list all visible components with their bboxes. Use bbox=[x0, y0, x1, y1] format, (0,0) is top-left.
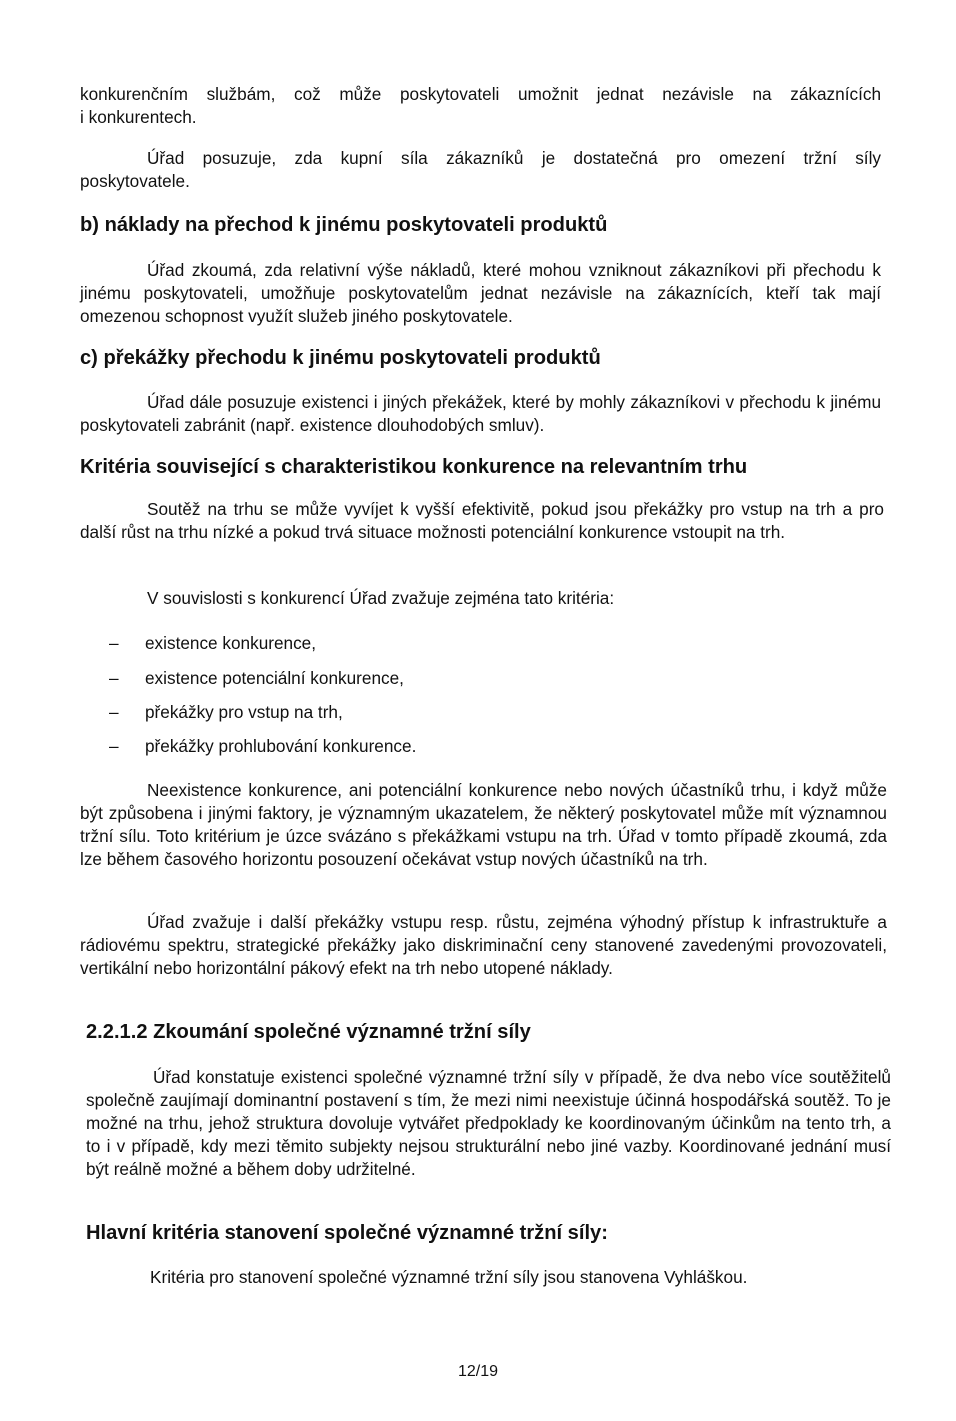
list-item bbox=[109, 632, 317, 655]
page-number: 12/19 bbox=[457, 1363, 499, 1380]
competition-criteria-paragraph-1: Soutěž na trhu se může vyvíjet k vyšší efektivitě, pokud jsou překážky pro vstup na trh a pro další růst na trhu nízké a pokud trvá situace možnosti potenciální konkurence vstoupit na trh. bbox=[80, 499, 884, 542]
competition-criteria-heading: Kritéria související s charakteristikou konkurence na relevantním trhu bbox=[80, 456, 748, 478]
list-dash: – bbox=[109, 633, 119, 653]
competition-criteria-paragraph-4: Úřad zvažuje i další překážky vstupu resp. růstu, zejména výhodný přístup k infrastruktuře a rádiovému spektru, strategické překážky jako diskriminační ceny stanovené zavedenými provozovateli, vertikální nebo horizontální pákový efekt na trh nebo utopené náklady. bbox=[80, 912, 887, 978]
list-dash: – bbox=[109, 702, 119, 722]
competition-criteria-paragraph-3: Neexistence konkurence, ani potenciální konkurence nebo nových účastníků trhu, i když může být způsobena i jinými faktory, je významným ukazatelem, že některý poskytovatel může mít významnou tržní sílu. Toto kritérium je úzce svázáno s překážkami vstupu na trh. Úřad v tomto případě zkoumá, zda lze během časového horizontu posouzení očekávat vstup nových účastníků na trh. bbox=[80, 780, 887, 869]
main-criteria-heading: Hlavní kritéria stanovení společné významné tržní síly: bbox=[86, 1222, 608, 1244]
section-c-heading: c) překážky přechodu k jinému poskytovateli produktů bbox=[80, 347, 601, 369]
list-item bbox=[109, 701, 343, 724]
list-item-text: překážky prohlubování konkurence. bbox=[145, 736, 417, 756]
buyer-power-line-1: Úřad posuzuje, zda kupní síla zákazníků je dostatečná pro omezení tržní síly bbox=[147, 148, 881, 168]
section-c-paragraph: Úřad dále posuzuje existenci i jiných překážek, které by mohly zákazníkovi v přechodu k jinému poskytovateli zabránit (např. existence dlouhodobých smluv). bbox=[80, 392, 881, 435]
competition-criteria-paragraph-2: V souvislosti s konkurencí Úřad zvažuje zejména tato kritéria: bbox=[147, 588, 615, 608]
intro-line-1: konkurenčním službám, což může poskytovateli umožnit jednat nezávisle na zákaznících bbox=[80, 84, 881, 104]
main-criteria-paragraph: Kritéria pro stanovení společné významné tržní síly jsou stanovena Vyhláškou. bbox=[150, 1267, 748, 1287]
list-item bbox=[109, 735, 417, 758]
list-item-text: existence potenciální konkurence, bbox=[145, 668, 404, 688]
section-2212-heading: 2.2.1.2 Zkoumání společné významné tržní síly bbox=[86, 1021, 531, 1043]
section-2212-paragraph: Úřad konstatuje existenci společné významné tržní síly v případě, že dva nebo více soutěžitelů společně zaujímají dominantní postavení s tím, že mezi nimi neexistuje účinná hospodářská soutěž. To je možné na trhu, jehož struktura dovoluje vytvářet předpoklady ke koordinovaným účinkům na tento trh, a to i v případě, kdy mezi těmito subjekty nejsou strukturální nebo jiné vazby. Koordinované jednání musí být reálně možné a během doby udržitelné. bbox=[86, 1067, 891, 1179]
list-item-text: překážky pro vstup na trh, bbox=[145, 702, 343, 722]
intro-line-2: i konkurentech. bbox=[80, 107, 197, 127]
list-dash: – bbox=[109, 736, 119, 756]
list-item-text: existence konkurence, bbox=[145, 633, 317, 653]
list-item bbox=[109, 667, 404, 690]
section-b-heading: b) náklady na přechod k jinému poskytovateli produktů bbox=[80, 214, 608, 236]
list-dash: – bbox=[109, 668, 119, 688]
section-b-paragraph: Úřad zkoumá, zda relativní výše nákladů, které mohou vzniknout zákazníkovi při přechodu k jinému poskytovateli, umožňuje poskytovatelům jednat nezávisle na zákaznících, kteří tak mají omezenou schopnost využít služeb jiného poskytovatele. bbox=[80, 260, 881, 326]
buyer-power-line-2: poskytovatele. bbox=[80, 171, 190, 191]
